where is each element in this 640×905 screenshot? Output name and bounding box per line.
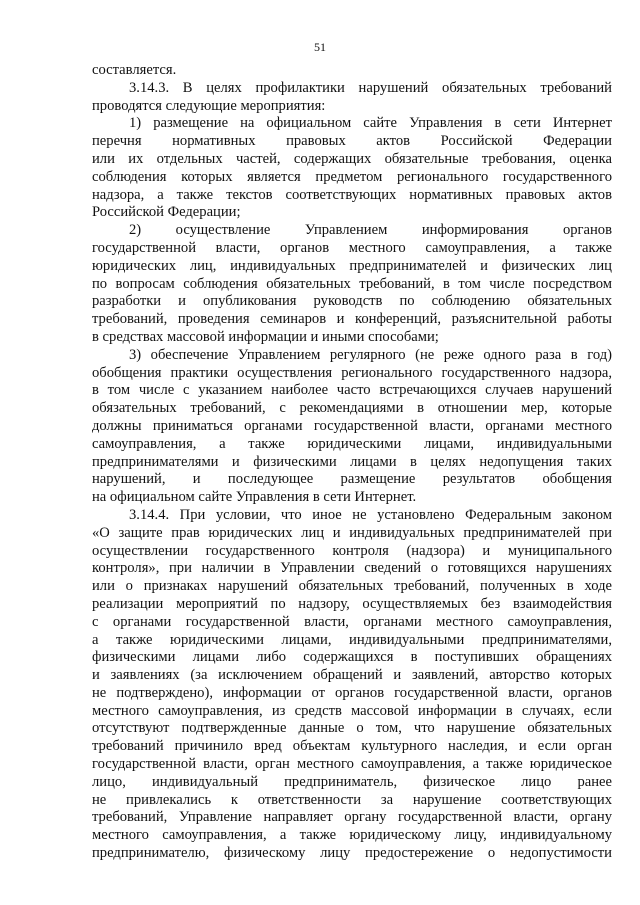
text-line: юридических лиц, индивидуальных предпринимателей и физических лиц [92, 257, 612, 274]
text-line: 3.14.4. При условии, что иное не установлено Федеральным законом [129, 506, 612, 523]
text-line: обобщения практики осуществления регионального государственного надзора, [92, 364, 612, 381]
text-line: в средствах массовой информации и иными способами; [92, 328, 439, 345]
text-line: или их отдельных частей, содержащих обязательные требования, оценка [92, 150, 612, 167]
text-line: в том числе с указанием наиболее часто встречающихся случаев нарушений [92, 382, 612, 399]
text-line: лицо, индивидуальный предприниматель, физическое лицо ранее [92, 773, 612, 790]
text-line: по вопросам соблюдения обязательных требований, в том числе посредством [92, 275, 612, 292]
text-line: на официальном сайте Управления в сети Интернет. [92, 489, 417, 506]
page-number: 51 [314, 40, 326, 54]
text-line: контроля», при наличии в Управлении сведений о готовящихся нарушениях [92, 560, 612, 577]
text-line: 1) размещение на официальном сайте Управления в сети Интернет [129, 115, 612, 132]
text-line: проводятся следующие мероприятия: [92, 97, 326, 114]
text-line: 3.14.3. В целях профилактики нарушений обязательных требований [129, 79, 612, 96]
text-line: с органами государственной власти, органами местного самоуправления, [92, 613, 612, 630]
text-line: предпринимателями и физическими лицами в целях недопущения таких [92, 453, 612, 470]
text-line: обязательных требований, с рекомендациями в отношении мер, которые [92, 400, 612, 417]
text-line: должны приниматься органами государственной власти, органами местного [92, 417, 612, 434]
text-line: «О защите прав юридических лиц и индивидуальных предпринимателей при [92, 524, 612, 541]
document-body [92, 62, 612, 863]
text-line: нарушений, и последующее размещение результатов обобщения [92, 471, 612, 488]
text-line: разработки и опубликования руководств по соблюдению обязательных [92, 293, 612, 310]
text-line: требований, Управление направляет органу государственной власти, органу [92, 809, 612, 826]
text-line: составляется. [92, 62, 177, 78]
text-line: государственной власти, орган местного самоуправления, а также юридическое [92, 756, 612, 773]
text-line: перечня нормативных правовых актов Российской Федерации [92, 133, 612, 150]
text-line: соблюдения которых является предметом регионального государственного [92, 168, 612, 185]
text-line: не привлекались к ответственности за нарушение соответствующих [92, 791, 612, 808]
text-line: самоуправления, а также юридическими лицами, индивидуальными [92, 435, 612, 452]
text-line: местного самоуправления, а также юридическому лицу, индивидуальному [92, 827, 612, 844]
text-line: и заявлениях (за исключением обращений и заявлений, авторство которых [92, 667, 612, 684]
text-line: требований причинило вред объектам культурного наследия, и если орган [92, 738, 612, 755]
text-line: 2) осуществление Управлением информирования органов [129, 222, 612, 239]
text-line: отсутствуют подтвержденные данные о том, что нарушение обязательных [92, 720, 612, 737]
text-line: требований, проведения семинаров и конференций, разъяснительной работы [92, 311, 612, 328]
text-line: осуществлении государственного контроля (надзора) и муниципального [92, 542, 612, 559]
text-line: или о признаках нарушений обязательных требований, полученных в ходе [92, 578, 612, 595]
text-line: а также юридическими лицами, индивидуальными предпринимателями, [92, 631, 612, 648]
text-line: государственной власти, органов местного самоуправления, а также [92, 239, 612, 256]
text-line: реализации мероприятий по надзору, осуществляемых без взаимодействия [92, 595, 612, 612]
text-line: 3) обеспечение Управлением регулярного (не реже одного раза в год) [129, 346, 612, 363]
text-line: надзора, а также текстов соответствующих нормативных правовых актов [92, 186, 612, 203]
text-line: предпринимателю, физическому лицу предостережение о недопустимости [92, 845, 612, 862]
text-line: Российской Федерации; [92, 204, 241, 221]
text-line: не подтверждено), информации от органов государственной власти, органов [92, 684, 612, 701]
text-line: местного самоуправления, из средств массовой информации в случаях, если [92, 702, 612, 719]
text-line: физическими лицами либо содержащихся в поступивших обращениях [92, 649, 612, 666]
